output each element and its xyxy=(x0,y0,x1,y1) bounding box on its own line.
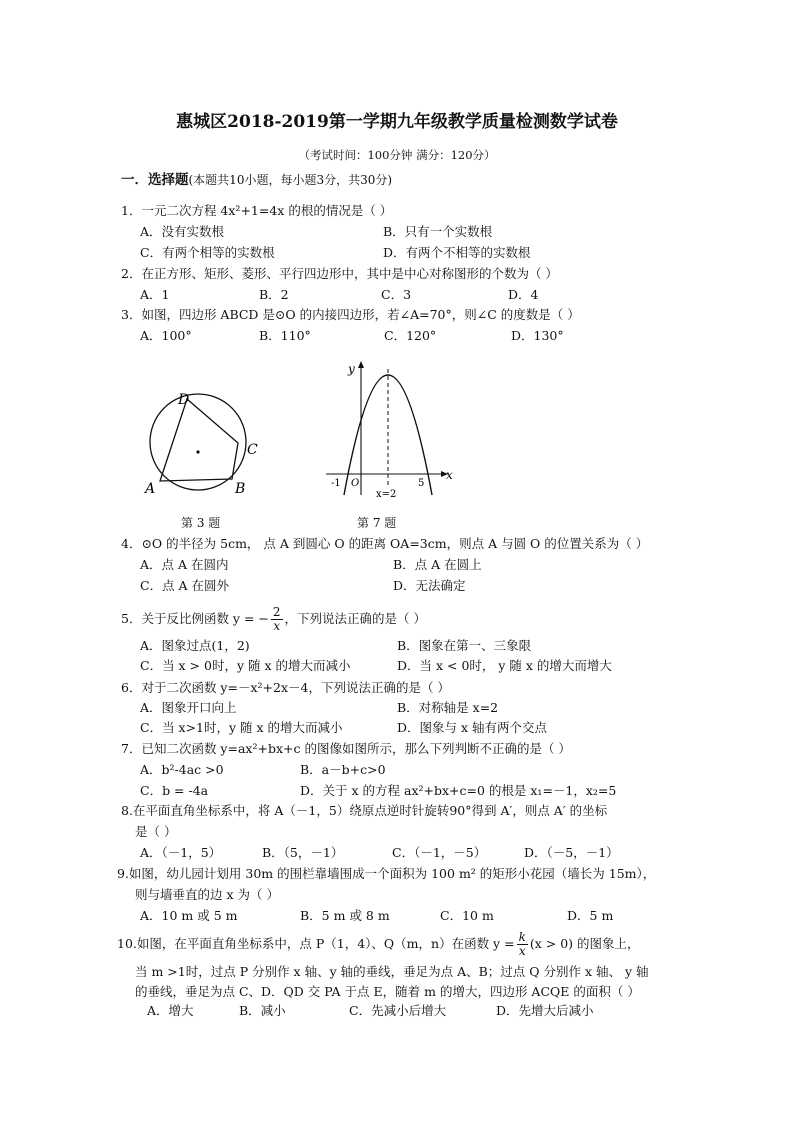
q5-frac-num: 2 xyxy=(272,605,281,619)
q5-option-a: A．图象过点(1，2) xyxy=(140,638,250,653)
q5-stem-post: ，下列说法正确的是（ ） xyxy=(284,611,427,626)
q4-option-c: C．点 A 在圆外 xyxy=(140,578,230,593)
q10-fraction xyxy=(517,931,528,958)
center-point xyxy=(196,450,199,453)
q8-option-d: D．（－5，－1） xyxy=(524,845,619,860)
exam-subtitle: （考试时间：100分钟 满分：120分） xyxy=(298,148,496,162)
label-b: B xyxy=(235,481,246,497)
q4-option-b: B．点 A 在圆上 xyxy=(393,557,482,572)
label-c: C xyxy=(247,442,258,458)
q6-stem: 6．对于二次函数 y=－x²+2x－4，下列说法正确的是（ ） xyxy=(121,680,450,695)
q5-stem-pre: 5．关于反比例函数 y = − xyxy=(121,611,269,626)
q10-frac-den: x xyxy=(518,944,526,958)
q9-option-c: C．10 m xyxy=(440,908,494,923)
q2-option-a: A．1 xyxy=(140,287,170,302)
q2-option-c: C．3 xyxy=(381,287,412,302)
q6-option-c: C．当 x>1时，y 随 x 的增大而减小 xyxy=(140,720,343,735)
q2-option-b: B．2 xyxy=(259,287,289,302)
section-note: (本题共10小题，每小题3分，共30分) xyxy=(188,173,393,187)
q1-option-c: C．有两个相等的实数根 xyxy=(140,245,275,260)
q4-option-d: D．无法确定 xyxy=(393,578,466,593)
q6-option-a: A．图象开口向上 xyxy=(140,700,237,715)
q10-option-b: B．减小 xyxy=(239,1003,286,1018)
q10-stem-line3: 的垂线，垂足为点 C、D．QD 交 PA 于点 E，随着 m 的增大，四边形 ACQE 的面积（ ） xyxy=(135,984,640,999)
q10-stem-line1 xyxy=(117,930,640,958)
q9-option-a: A．10 m 或 5 m xyxy=(140,908,238,923)
q1-option-b: B．只有一个实数根 xyxy=(383,224,493,239)
section-title: 一．选择题 xyxy=(121,172,189,188)
q8-option-b: B．（5，－1） xyxy=(262,845,344,860)
q7-option-a: A．b²-4ac >0 xyxy=(140,762,224,777)
exam-title: 惠城区2018-2019第一学期九年级教学质量检测数学试卷 xyxy=(176,112,618,132)
q2-option-d: D．4 xyxy=(508,287,539,302)
q5-option-c: C．当 x > 0时，y 随 x 的增大而减小 xyxy=(140,658,351,673)
label-a: A xyxy=(145,481,156,497)
q5-option-b: B．图象在第一、三象限 xyxy=(397,638,532,653)
label-five: 5 xyxy=(418,478,425,489)
q6-option-d: D．图象与 x 轴有两个交点 xyxy=(397,720,548,735)
q4-stem: 4．⊙O 的半径为 5cm， 点 A 到圆心 O 的距离 OA=3cm，则点 A 与圆 O 的位置关系为（ ） xyxy=(121,536,649,551)
q5-stem xyxy=(121,605,426,633)
q5-frac-den: x xyxy=(273,619,281,633)
q10-frac-num: k xyxy=(518,930,526,944)
q10-stem-pre: 10.如图，在平面直角坐标系中，点 P（1，4）、Q（m，n）在函数 y = xyxy=(117,936,515,951)
label-d: D xyxy=(178,392,190,408)
q4-option-a: A．点 A 在圆内 xyxy=(140,557,229,572)
q9-option-d: D．5 m xyxy=(567,908,614,923)
q3-option-b: B．110° xyxy=(259,328,311,343)
q5-fraction xyxy=(271,606,283,633)
q3-stem: 3．如图，四边形 ABCD 是⊙O 的内接四边形，若∠A=70°，则∠C 的度数是（ ） xyxy=(121,307,580,322)
q3-option-c: C．120° xyxy=(384,328,437,343)
q8-option-a: A．（－1，5） xyxy=(140,845,222,860)
figure-q7-caption: 第 7 题 xyxy=(357,516,397,530)
q8-stem-line1: 8.在平面直角坐标系中，将 A（－1，5）绕原点逆时针旋转90°得到 A′，则点 A′ 的坐标 xyxy=(121,803,608,818)
q7-option-d: D．关于 x 的方程 ax²+bx+c=0 的根是 x₁=－1，x₂=5 xyxy=(300,783,617,798)
figure-q3-circle xyxy=(140,385,270,500)
q8-stem-line2: 是（ ） xyxy=(135,824,177,839)
figure-q3-caption: 第 3 题 xyxy=(181,516,221,530)
q9-option-b: B．5 m 或 8 m xyxy=(300,908,390,923)
quadrilateral-abcd xyxy=(160,399,238,481)
label-origin: O xyxy=(351,478,360,489)
q10-option-a: A．增大 xyxy=(147,1003,194,1018)
q3-option-d: D．130° xyxy=(511,328,564,343)
q7-option-c: C．b = -4a xyxy=(140,783,209,798)
q10-stem-post: (x > 0) 的图象上， xyxy=(529,936,640,951)
label-x: x xyxy=(446,468,453,482)
label-symmetry: x=2 xyxy=(376,489,397,500)
q2-stem: 2．在正方形、矩形、菱形、平行四边形中，其中是中心对称图形的个数为（ ） xyxy=(121,266,558,281)
label-minus-one: -1 xyxy=(331,478,341,489)
q3-option-a: A．100° xyxy=(140,328,192,343)
q9-stem-line1: 9.如图，幼儿园计划用 30m 的围栏靠墙围成一个面积为 100 m² 的矩形小花园（墙长为 15m）， xyxy=(117,866,656,881)
figure-q7-parabola xyxy=(322,355,462,500)
q1-option-d: D．有两个不相等的实数根 xyxy=(383,245,531,260)
label-y: y xyxy=(348,362,355,376)
q10-option-c: C．先减小后增大 xyxy=(349,1003,447,1018)
y-axis-arrow xyxy=(358,361,364,368)
q1-stem: 1．一元二次方程 4x²+1=4x 的根的情况是（ ） xyxy=(121,203,393,218)
q10-option-d: D．先增大后减小 xyxy=(496,1003,594,1018)
q10-stem-line2: 当 m >1时，过点 P 分别作 x 轴、y 轴的垂线，垂足为点 A、B；过点 Q 分别作 x 轴、 y 轴 xyxy=(135,964,649,979)
q6-option-b: B．对称轴是 x=2 xyxy=(397,700,499,715)
section-heading xyxy=(121,172,392,188)
q1-option-a: A．没有实数根 xyxy=(140,224,225,239)
q9-stem-line2: 则与墙垂直的边 x 为（ ） xyxy=(135,887,279,902)
q7-stem: 7．已知二次函数 y=ax²+bx+c 的图像如图所示，那么下列判断不正确的是（ ） xyxy=(121,741,571,756)
q8-option-c: C．（－1，－5） xyxy=(392,845,487,860)
q7-option-b: B．a－b+c>0 xyxy=(300,762,386,777)
q5-option-d: D．当 x < 0时， y 随 x 的增大而增大 xyxy=(397,658,612,673)
